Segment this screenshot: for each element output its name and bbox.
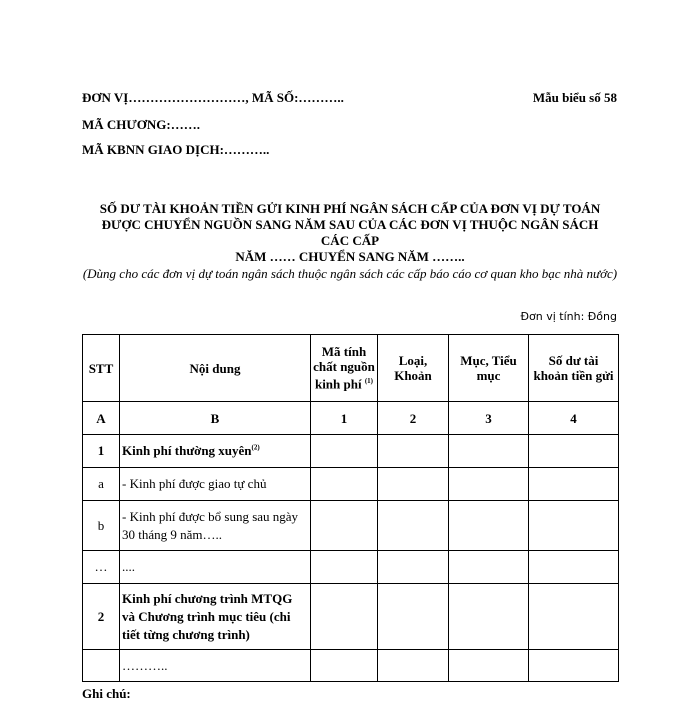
cell-empty [449,650,529,682]
row-content-text: Kinh phí thường xuyên [122,443,252,458]
cell-empty [529,584,619,650]
row-stt: a [83,468,120,501]
row-stt [83,650,120,682]
header-ma-tinh-chat [311,335,378,402]
title-line-4: NĂM …… CHUYỂN SANG NĂM …….. [235,249,465,264]
title-line-1: SỐ DƯ TÀI KHOẢN TIỀN GỬI KINH PHÍ NGÂN SÁCH CẤP CỦA ĐƠN VỊ DỰ TOÁN [99,201,601,216]
header-row [83,335,619,402]
row-content: ……….. [120,650,311,682]
cell-empty [311,551,378,584]
code-a: A [83,402,120,435]
cell-empty [378,551,449,584]
table-row [83,435,619,468]
cell-empty [529,468,619,501]
code-b: B [120,402,311,435]
cell-empty [311,435,378,468]
ma-kbnn-line: MÃ KBNN GIAO DỊCH:……….. [82,142,270,157]
cell-empty [449,435,529,468]
row-stt: 1 [83,435,120,468]
cell-empty [311,650,378,682]
cell-empty [311,501,378,551]
cell-empty [378,584,449,650]
code-1: 1 [311,402,378,435]
row-stt: … [83,551,120,584]
don-vi-line: ĐƠN VỊ………………………, MÃ SỐ:……….. [82,90,344,105]
cell-empty [529,551,619,584]
cell-empty [529,650,619,682]
row-content: - Kinh phí được bổ sung sau ngày 30 tháng 9 năm….. [120,501,311,551]
row-content: - Kinh phí được giao tự chủ [120,468,311,501]
cell-empty [378,435,449,468]
header-so-du: Số dư tài khoản tiền gửi [529,335,619,402]
row-stt: b [83,501,120,551]
code-2: 2 [378,402,449,435]
table-row [83,501,619,551]
row-stt: 2 [83,584,120,650]
cell-empty [449,584,529,650]
note-marker-1: (1) [364,377,374,386]
cell-empty [529,435,619,468]
code-row [83,402,619,435]
ma-chuong-line: MÃ CHƯƠNG:……. [82,117,200,132]
notes-label: Ghi chú: [82,686,131,701]
note-marker-2: (2) [251,443,260,452]
form-number: Mẫu biểu số 58 [532,90,617,105]
unit-label: Đơn vị tính: Đồng [520,310,617,323]
report-subtitle: (Dùng cho các đơn vị dự toán ngân sách thuộc ngân sách các cấp báo cáo cơ quan kho bạc nhà nước) [82,266,618,281]
header-ma-tinh-chat-label: Mã tính chất nguồn kinh phí [313,344,375,392]
cell-empty [449,468,529,501]
table-row [83,650,619,682]
cell-empty [529,501,619,551]
balance-table [82,334,619,682]
header-loai-khoan: Loại, Khoản [378,335,449,402]
cell-empty [449,501,529,551]
header-stt: STT [83,335,120,402]
header-noi-dung: Nội dung [120,335,311,402]
cell-empty [449,551,529,584]
header-muc-tieu-muc: Mục, Tiểu mục [449,335,529,402]
row-content: .... [120,551,311,584]
row-content [120,435,311,468]
table-row [83,584,619,650]
cell-empty [311,468,378,501]
table-row [83,551,619,584]
title-line-3: CÁC CẤP [320,233,380,248]
row-content: Kinh phí chương trình MTQG và Chương trình mục tiêu (chi tiết từng chương trình) [120,584,311,650]
cell-empty [311,584,378,650]
report-title [82,201,618,265]
cell-empty [378,501,449,551]
table-row [83,468,619,501]
code-4: 4 [529,402,619,435]
code-3: 3 [449,402,529,435]
cell-empty [378,650,449,682]
title-line-2: ĐƯỢC CHUYỂN NGUỒN SANG NĂM SAU CỦA CÁC ĐƠN VỊ THUỘC NGÂN SÁCH [101,217,599,232]
cell-empty [378,468,449,501]
